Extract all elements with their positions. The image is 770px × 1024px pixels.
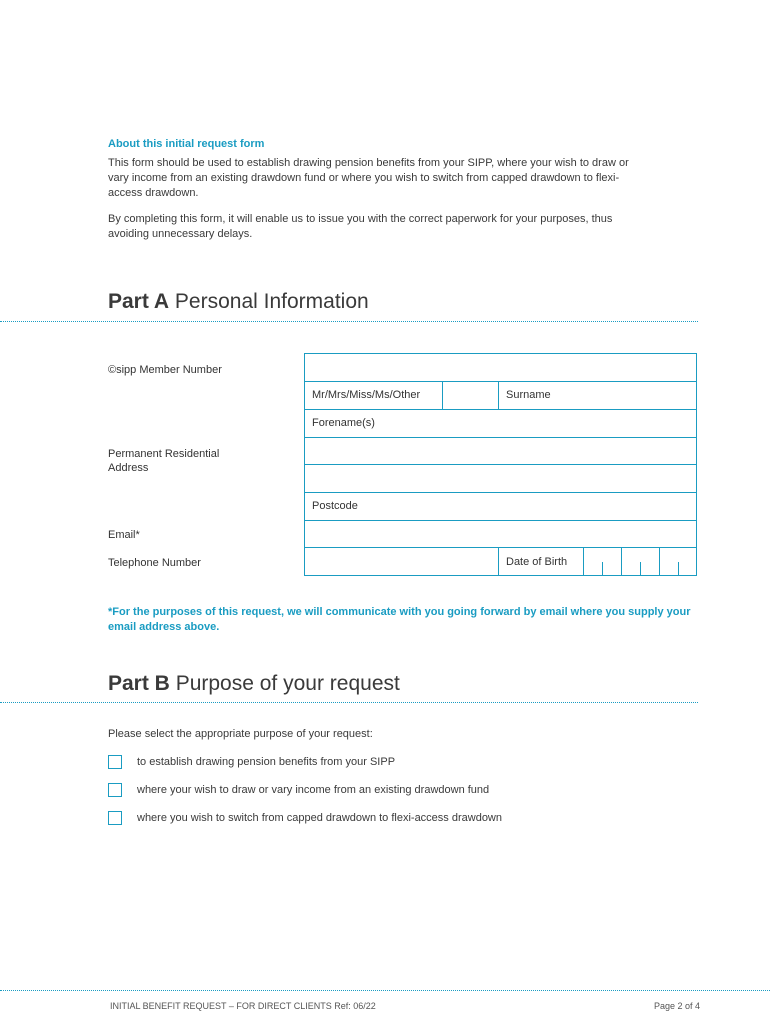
purpose-option-2-label: where your wish to draw or vary income from an existing drawdown fund xyxy=(137,784,490,796)
purpose-option-1-label: to establish drawing pension benefits from your SIPP xyxy=(137,756,396,768)
part-a-heading xyxy=(108,290,369,314)
telephone-label: Telephone Number xyxy=(108,557,201,569)
purpose-option-3-label: where you wish to switch from capped drawdown to flexi-access drawdown xyxy=(137,812,502,824)
part-a-title: Personal Information xyxy=(174,290,369,313)
postcode-field[interactable]: Postcode xyxy=(312,500,358,512)
surname-label[interactable]: Surname xyxy=(506,389,551,401)
purpose-option-1[interactable] xyxy=(108,754,395,770)
purpose-checkbox-3[interactable] xyxy=(108,811,122,825)
dob-year-input[interactable] xyxy=(660,548,696,575)
purpose-option-2[interactable] xyxy=(108,782,489,798)
part-b-divider xyxy=(0,702,698,703)
about-title: About this initial request form xyxy=(108,138,265,150)
address-line-1-input[interactable] xyxy=(305,438,696,464)
address-line-2-input[interactable] xyxy=(305,465,696,492)
forenames-field[interactable]: Forename(s) xyxy=(312,417,375,429)
part-b-title: Purpose of your request xyxy=(175,672,400,695)
email-note: *For the purposes of this request, we will communicate with you going forward by email where you supply your email address above. xyxy=(108,606,691,633)
email-label: Email* xyxy=(108,529,140,541)
purpose-checkbox-1[interactable] xyxy=(108,755,122,769)
member-number-input[interactable] xyxy=(305,354,696,381)
part-a-label: Part A xyxy=(108,290,170,313)
footer-divider xyxy=(0,990,770,991)
email-input[interactable] xyxy=(305,521,696,547)
member-number-label: ©sipp Member Number xyxy=(108,364,222,376)
purpose-option-3[interactable] xyxy=(108,810,502,826)
address-label-line1: Permanent Residential xyxy=(108,448,220,460)
part-b-heading xyxy=(108,672,400,696)
dob-month-input[interactable] xyxy=(622,548,659,575)
page-number: Page 2 of 4 xyxy=(654,1001,701,1011)
title-label: Mr/Mrs/Miss/Ms/Other xyxy=(312,389,421,401)
address-label-line2: Address xyxy=(108,462,149,474)
purpose-checkbox-2[interactable] xyxy=(108,783,122,797)
purpose-prompt: Please select the appropriate purpose of your request: xyxy=(108,728,373,740)
about-paragraph-2: By completing this form, it will enable us to issue you with the correct paperwork for your purposes, thus avoiding unnecessary delays. xyxy=(108,213,613,240)
about-paragraph-1: This form should be used to establish drawing pension benefits from your SIPP, where your wish to draw or vary income from an existing drawdown fund or where you wish to switch from capped drawdown to flexi-access drawdown. xyxy=(108,157,629,199)
dob-day-input[interactable] xyxy=(584,548,621,575)
telephone-input[interactable] xyxy=(305,548,497,575)
part-b-label: Part B xyxy=(108,672,170,695)
footer-reference: INITIAL BENEFIT REQUEST – FOR DIRECT CLIENTS Ref: 06/22 xyxy=(110,1001,376,1011)
personal-info-grid xyxy=(304,353,697,576)
dob-label: Date of Birth xyxy=(506,556,568,568)
part-a-divider xyxy=(0,321,698,322)
title-input[interactable] xyxy=(443,382,498,408)
